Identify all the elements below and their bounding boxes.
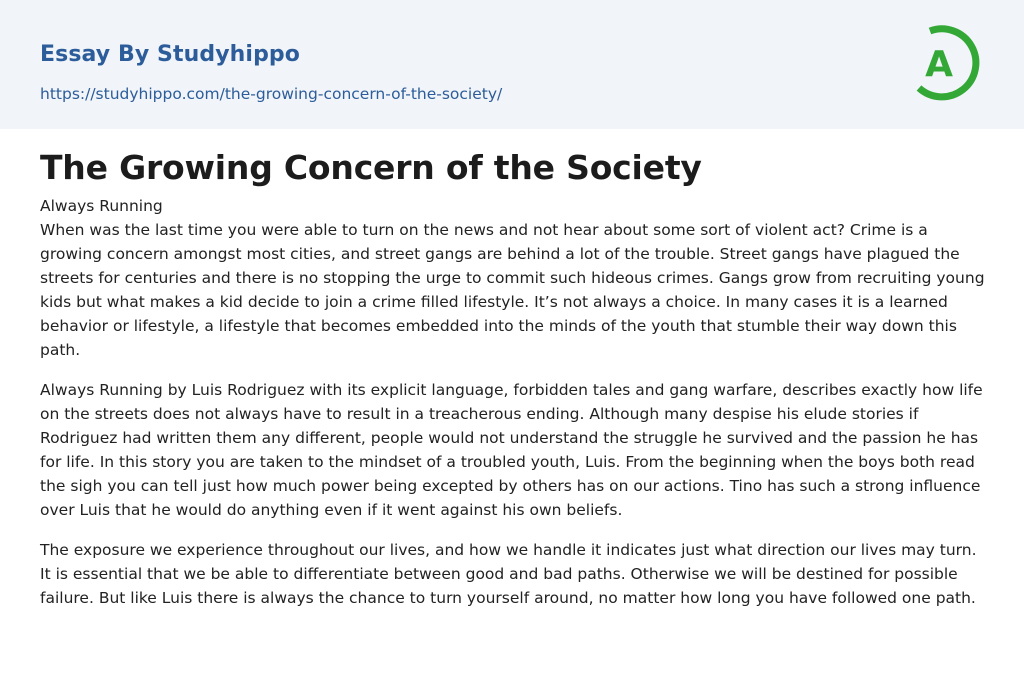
brand-title[interactable]: Essay By Studyhippo [40, 42, 300, 67]
essay-content [40, 145, 990, 626]
logo-a-ring-icon[interactable] [912, 18, 986, 106]
essay-subtitle: Always Running [40, 197, 163, 215]
logo-letter: A [925, 44, 953, 85]
essay-url-link[interactable]: https://studyhippo.com/the-growing-concern-of-the-society/ [40, 85, 503, 103]
essay-paragraph-2: Always Running by Luis Rodriguez with its explicit language, forbidden tales and gang warfare, describes exactly how life on the streets does not always have to result in a treacherous ending. Although many despise his elude stories if Rodriguez had written them any different, people would not understand the struggle he survived and the passion he has for life. In this story you are taken to the mindset of a troubled youth, Luis. From the beginning when the boys both read the sigh you can tell just how much power being excepted by others has on our actions. Tino has such a strong influence over Luis that he would do anything even if it went against his own beliefs. [40, 381, 983, 519]
essay-paragraph-1: When was the last time you were able to turn on the news and not hear about some sort of violent act? Crime is a growing concern amongst most cities, and street gangs are behind a lot of the trouble. Street gangs have plagued the streets for centuries and there is no stopping the urge to commit such hideous crimes. Gangs grow from recruiting young kids but what makes a kid decide to join a crime filled lifestyle. It’s not always a choice. In many cases it is a learned behavior or lifestyle, a lifestyle that becomes embedded into the minds of the youth that stumble their way down this path. [40, 221, 985, 359]
essay-paragraph-3: The exposure we experience throughout our lives, and how we handle it indicates just what direction our lives may turn. It is essential that we be able to differentiate between good and bad paths. Otherwise we will be destined for possible failure. But like Luis there is always the chance to turn yourself around, no matter how long you have followed one path. [40, 541, 977, 607]
essay-title: The Growing Concern of the Society [40, 148, 702, 187]
site-header [0, 0, 1024, 129]
